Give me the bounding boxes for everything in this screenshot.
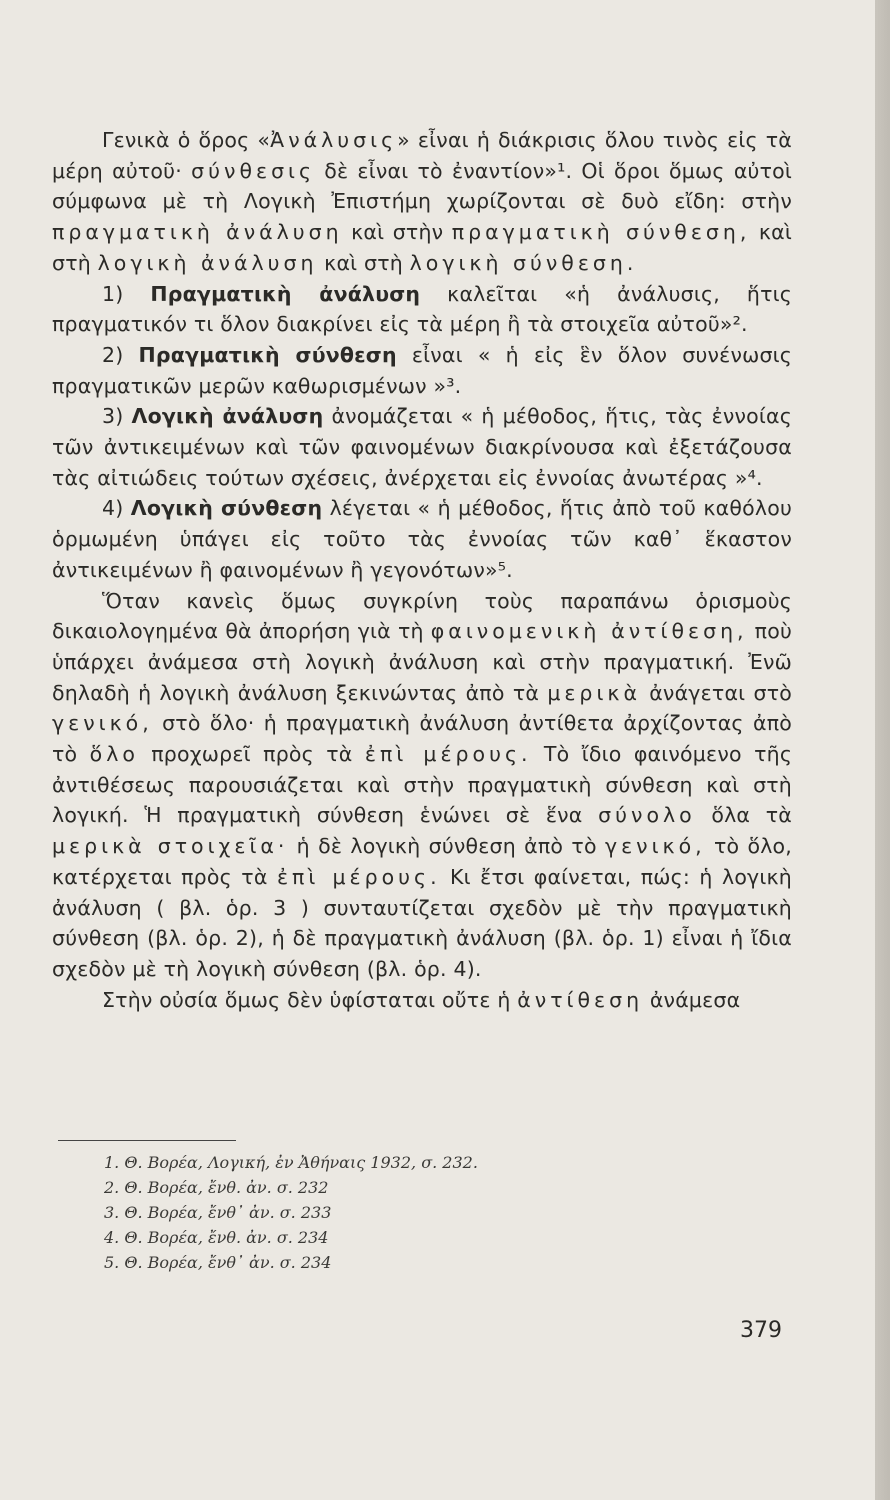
definition-term: Πραγματικὴ ἀνάλυση [150,281,421,306]
definition-4 [52,493,792,585]
text-run: στὸ ὅλο· ἡ πραγματικὴ ἀνάλυση ἀντίθετα ἀρχίζοντας ἀπὸ τὸ [52,711,792,767]
text-run: Γενικὰ ὁ ὅρος « [102,128,271,152]
spaced-term: Ἀνάλυσις [270,128,398,152]
spaced-term: ἀντίθεση [517,987,644,1012]
footnote-divider [58,1140,236,1141]
text-run: καὶ στὴ [324,250,403,275]
spaced-term: ἐπὶ μέρους. [276,864,441,889]
definition-number: 2) [102,342,124,367]
paragraph-comparison [52,586,792,985]
text-run: ὅλα τὰ [711,803,793,828]
main-text [52,125,792,1015]
footnote: 5. Θ. Βορέα, ἔνθ᾽ ἀν. σ. 234 [104,1253,332,1272]
footnote: 1. Θ. Βορέα, Λογική, ἐν Ἀθήναις 1932, σ. 232. [104,1153,478,1172]
spaced-term: φαινομενικὴ ἀντίθεση, [430,619,748,644]
spaced-term: λογικὴ ἀνάλυση [97,250,318,275]
spaced-term: πραγματικὴ σύνθεση, [451,220,751,245]
text-run: δὲ εἶναι τὸ ἐναντίον»¹. Οἱ ὅροι ὅμως αὐτοὶ σύμφωνα μὲ τὴ Λογικὴ Ἐπιστήμη χωρίζονται σὲ δυὸ εἴδη: στὴν [52,158,793,214]
spaced-term: λογικὴ σύνθεση. [409,250,638,275]
spaced-term: ἐπὶ μέρους. [364,742,532,767]
definition-1 [52,279,792,340]
footnote: 4. Θ. Βορέα, ἔνθ. ἀν. σ. 234 [104,1228,329,1247]
definition-number: 1) [102,281,124,306]
definition-text: λέγεται « ἡ μέθοδος, ἥτις ἀπὸ τοῦ καθόλου ὁρμωμένη ὑπάγει εἰς τοῦτο τὰς ἐννοίας τῶν καθ᾽ ἕκαστον ἀντικειμένων ἢ φαινομένων ἢ γεγονότων»⁵. [52,496,793,582]
page-number: 379 [740,1318,782,1343]
definition-number: 4) [102,496,124,521]
spaced-term: σύνολο [598,803,696,828]
definition-text: εἶναι « ἡ εἰς ἓν ὅλον συνένωσις πραγματικῶν μερῶν καθωρισμένων »³. [52,342,793,398]
definition-term: Λογικὴ ἀνάλυση [131,404,324,429]
paragraph-intro [52,125,792,279]
definition-text: καλεῖται «ἡ ἀνάλυσις, ἥτις πραγματικόν τι ὅλον διακρίνει εἰς τὰ μέρη ἢ τὰ στοιχεῖα αὐτοῦ»². [52,281,792,337]
definition-term: Πραγματικὴ σύνθεση [138,342,397,367]
footnotes [104,1150,478,1275]
definition-3 [52,401,792,493]
footnote: 2. Θ. Βορέα, ἔνθ. ἀν. σ. 232 [104,1178,329,1197]
text-run: ἀνάμεσα [649,987,741,1012]
definition-term: Λογικὴ σύνθεση [130,496,323,521]
text-run: ἀνάγεται στὸ [649,680,793,705]
text-run: Κι ἔτσι φαίνεται, πώς: ἡ λογικὴ ἀνάλυση ( βλ. ὁρ. 3 ) συνταυτίζεται σχεδὸν μὲ τὴν πραγματικὴ σύνθεση (βλ. ὁρ. 2), ἡ δὲ πραγματικὴ ἀνάλυση (βλ. ὁρ. 1) εἶναι ἡ ἴδια σχεδὸν μὲ τὴ λογικὴ σύνθεση (βλ. ὁρ. 4). [52,864,792,981]
spaced-term: μερικὰ στοιχεῖα· [52,834,289,859]
text-run: καὶ στὴν [351,220,444,245]
definition-text: ἀνομάζεται « ἡ μέθοδος, ἥτις, τὰς ἐννοίας τῶν ἀντικειμένων καὶ τῶν φαινομένων διακρίνουσα καὶ ἐξετάζουσα τὰς αἰτιώδεις τούτων σχέσεις, ἀνέρχεται εἰς ἐννοίας ἀνωτέρας »⁴. [52,404,792,490]
footnote: 3. Θ. Βορέα, ἔνθ᾽ ἀν. σ. 233 [104,1203,332,1222]
definition-2 [52,340,792,401]
text-run: τὸ ὅλο, κατέρχεται πρὸς τὰ [52,834,793,889]
definition-number: 3) [102,404,124,429]
text-run: ἡ δὲ λογικὴ σύνθεση ἀπὸ τὸ [296,834,597,859]
text-run: Στὴν οὐσία ὅμως δὲν ὑφίσταται οὔτε ἡ [102,987,511,1012]
spaced-term: μερικὰ [547,680,641,705]
spaced-term: γενικό, [52,711,153,736]
spaced-term: σύνθεσις [191,158,316,183]
text-run: ποὺ ὑπάρχει ἀνάμεσα στὴ λογικὴ ἀνάλυση καὶ στὴν πραγματική. Ἐνῶ δηλαδὴ ἡ λογικὴ ἀνάλυση ξεκινώντας ἀπὸ τὰ [52,619,793,705]
paragraph-closing [52,985,792,1016]
spaced-term: πραγματικὴ ἀνάλυση [52,220,343,245]
spaced-term: γενικό, [604,834,706,859]
text-run: προχωρεῖ πρὸς τὰ [151,742,353,767]
page-edge [875,0,890,1500]
text-run: Τὸ ἴδιο φαινόμενο τῆς ἀντιθέσεως παρουσιάζεται καὶ στὴν πραγματικὴ σύνθεση καὶ στὴ λογική. Ἡ πραγματικὴ σύνθεση ἑνώνει σὲ ἕνα [52,742,793,828]
text-run: καὶ στὴ [52,220,793,275]
text-run: » εἶναι ἡ διάκρισις ὅλου τινὸς εἰς τὰ μέρη αὐτοῦ· [52,128,792,183]
text-run: Ὅταν κανεὶς ὅμως συγκρίνη τοὺς παραπάνω ὁρισμοὺς δικαιολογημένα θὰ ἀπορήση γιὰ τὴ [52,588,792,644]
spaced-term: ὅλο [89,742,139,767]
